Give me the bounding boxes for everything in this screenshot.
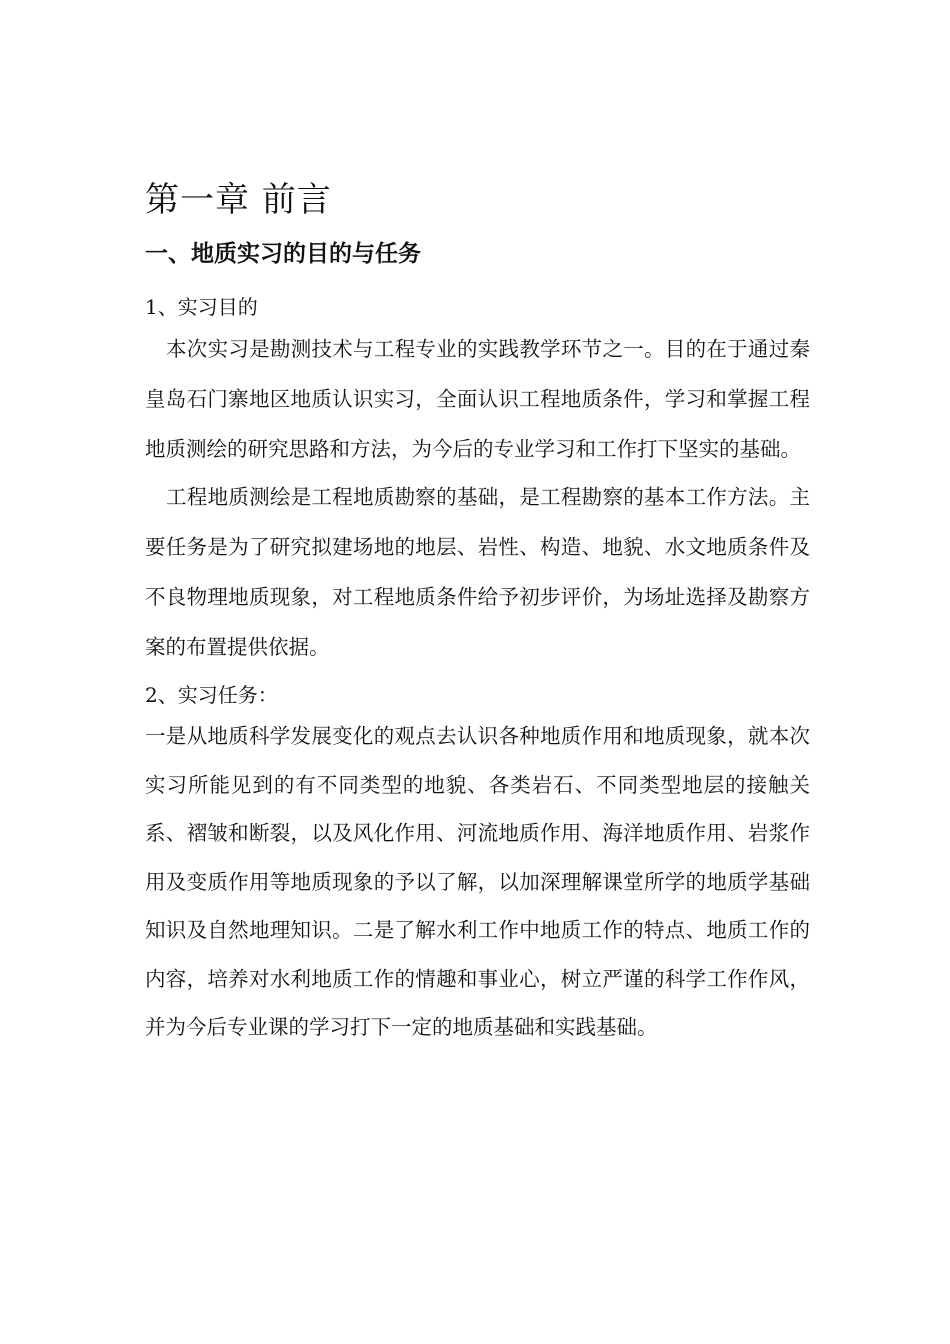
tasks-heading: 2、实习任务： [145, 683, 278, 707]
tasks-paragraph: 一是从地质科学发展变化的观点去认识各种地质作用和地质现象，就本次实习所能见到的有不同类型的地貌、各类岩石、不同类型地层的接触关系、褶皱和断裂，以及风化作用、河流地质作用、海洋地质作用、岩浆作用及变质作用等地质现象的予以了解，以加深理解课堂所学的地质学基础知识及自然地理知识。二是了解水利工作中地质工作的特点、地质工作的内容，培养对水利地质工作的情趣和事业心，树立严谨的科学工作作风，并为今后专业课的学习打下一定的地质基础和实践基础。 [145, 724, 810, 1039]
purpose-paragraph-2: 工程地质测绘是工程地质勘察的基础，是工程勘察的基本工作方法。主要任务是为了研究拟建场地的地层、岩性、构造、地貌、水文地质条件及不良物理地质现象，对工程地质条件给予初步评价，为场址选择及勘察方案的布置提供依据。 [145, 485, 810, 659]
purpose-heading: 1、实习目的 [145, 295, 258, 319]
document-body [145, 176, 810, 1052]
purpose-paragraph-1: 本次实习是勘测技术与工程专业的实践教学环节之一。目的在于通过秦皇岛石门寨地区地质认识实习，全面认识工程地质条件，学习和掌握工程地质测绘的研究思路和方法，为今后的专业学习和工作打下坚实的基础。 [145, 337, 810, 461]
chapter-title: 第一章 前言 [145, 180, 332, 220]
section-heading: 一、地质实习的目的与任务 [145, 241, 421, 267]
